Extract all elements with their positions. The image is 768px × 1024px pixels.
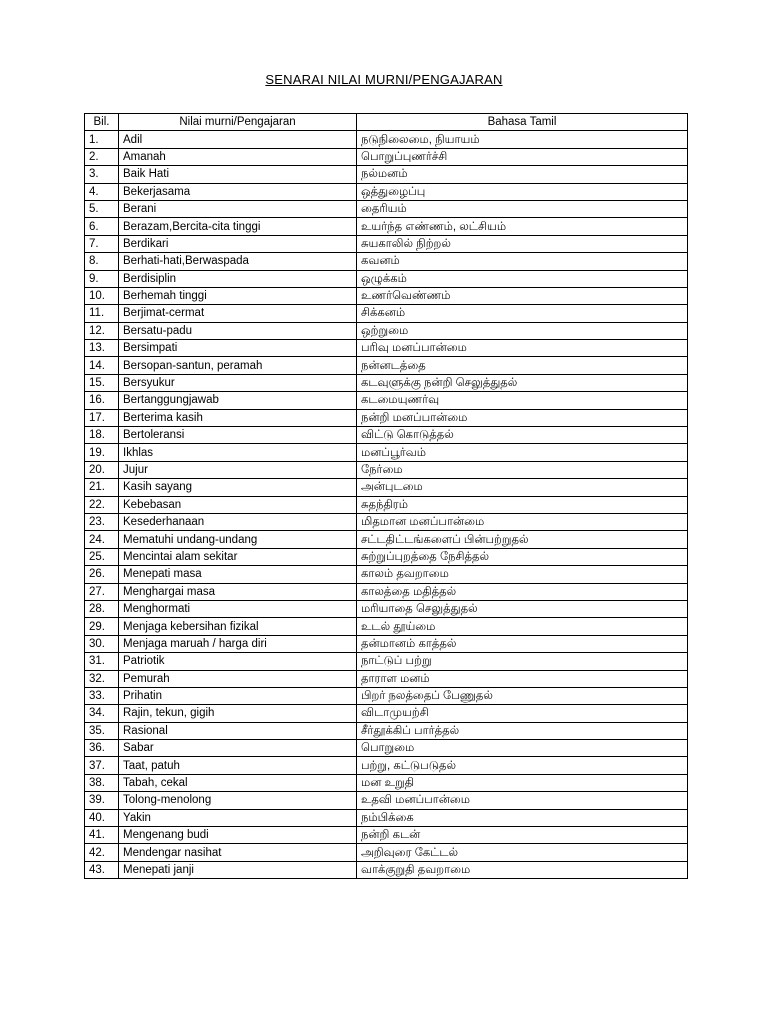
row-malay-value: Mencintai alam sekitar [119,548,357,565]
table-row [85,618,688,635]
table-row [85,740,688,757]
row-tamil-translation: நன்றி கடன் [357,827,688,844]
table-row [85,218,688,235]
row-tamil-translation: காலத்தை மதித்தல் [357,583,688,600]
row-tamil-translation: வாக்குறுதி தவறாமை [357,861,688,878]
row-tamil-translation: மனப்பூர்வம் [357,444,688,461]
row-malay-value: Adil [119,131,357,148]
row-number: 5. [85,200,119,217]
table-row [85,531,688,548]
header-tamil: Bahasa Tamil [357,114,688,131]
table-row [85,392,688,409]
row-tamil-translation: நன்னடத்தை [357,357,688,374]
row-tamil-translation: உடல் தூய்மை [357,618,688,635]
table-row [85,844,688,861]
row-tamil-translation: காலம் தவறாமை [357,566,688,583]
row-tamil-translation: கவனம் [357,253,688,270]
row-tamil-translation: மிதமான மனப்பான்மை [357,513,688,530]
row-malay-value: Berjimat-cermat [119,305,357,322]
table-row [85,427,688,444]
row-malay-value: Berhati-hati,Berwaspada [119,253,357,270]
row-malay-value: Bersyukur [119,374,357,391]
row-malay-value: Ikhlas [119,444,357,461]
row-tamil-translation: மன உறுதி [357,774,688,791]
row-malay-value: Menjaga maruah / harga diri [119,635,357,652]
row-number: 21. [85,479,119,496]
row-malay-value: Bersopan-santun, peramah [119,357,357,374]
row-number: 23. [85,513,119,530]
header-number: Bil. [85,114,119,131]
row-malay-value: Mengenang budi [119,827,357,844]
table-row [85,374,688,391]
row-malay-value: Bertoleransi [119,427,357,444]
row-tamil-translation: சுயகாலில் நிற்றல் [357,235,688,252]
table-row [85,253,688,270]
row-tamil-translation: தன்மானம் காத்தல் [357,635,688,652]
values-table [84,113,688,879]
row-tamil-translation: நடுநிலைமை, நியாயம் [357,131,688,148]
row-tamil-translation: கடமையுணர்வு [357,392,688,409]
row-number: 15. [85,374,119,391]
table-row [85,322,688,339]
row-number: 40. [85,809,119,826]
table-row [85,792,688,809]
row-malay-value: Rajin, tekun, gigih [119,705,357,722]
table-row [85,861,688,878]
row-tamil-translation: உயர்ந்த எண்ணம், லட்சியம் [357,218,688,235]
table-row [85,305,688,322]
row-number: 17. [85,409,119,426]
table-row [85,809,688,826]
table-row [85,340,688,357]
row-malay-value: Tolong-menolong [119,792,357,809]
row-malay-value: Berdikari [119,235,357,252]
row-tamil-translation: அன்புடமை [357,479,688,496]
row-malay-value: Bertanggungjawab [119,392,357,409]
row-malay-value: Menghormati [119,600,357,617]
table-row [85,409,688,426]
row-malay-value: Berhemah tinggi [119,287,357,304]
row-tamil-translation: பிறர் நலத்தைப் பேணுதல் [357,687,688,704]
row-malay-value: Mendengar nasihat [119,844,357,861]
table-row [85,583,688,600]
row-malay-value: Menepati janji [119,861,357,878]
row-tamil-translation: உணர்வெண்ணம் [357,287,688,304]
table-row [85,827,688,844]
row-malay-value: Amanah [119,148,357,165]
row-malay-value: Tabah, cekal [119,774,357,791]
row-malay-value: Menjaga kebersihan fizikal [119,618,357,635]
row-tamil-translation: சட்டதிட்டங்களைப் பின்பற்றுதல் [357,531,688,548]
row-tamil-translation: ஒற்றுமை [357,322,688,339]
row-malay-value: Taat, patuh [119,757,357,774]
row-malay-value: Kebebasan [119,496,357,513]
row-number: 13. [85,340,119,357]
row-number: 38. [85,774,119,791]
row-malay-value: Yakin [119,809,357,826]
row-number: 19. [85,444,119,461]
row-malay-value: Pemurah [119,670,357,687]
row-number: 27. [85,583,119,600]
row-tamil-translation: சீர்தூக்கிப் பார்த்தல் [357,722,688,739]
row-malay-value: Bersimpati [119,340,357,357]
row-tamil-translation: நேர்மை [357,461,688,478]
row-tamil-translation: பற்று, கட்டுபடுதல் [357,757,688,774]
row-tamil-translation: விடாமுயற்சி [357,705,688,722]
table-row [85,566,688,583]
row-number: 16. [85,392,119,409]
row-tamil-translation: சுதந்திரம் [357,496,688,513]
table-row [85,444,688,461]
table-row [85,635,688,652]
row-malay-value: Berdisiplin [119,270,357,287]
row-number: 1. [85,131,119,148]
table-header-row [85,114,688,131]
row-number: 11. [85,305,119,322]
table-row [85,757,688,774]
row-tamil-translation: சுற்றுப்புறத்தை நேசித்தல் [357,548,688,565]
row-malay-value: Mematuhi undang-undang [119,531,357,548]
row-number: 22. [85,496,119,513]
table-row [85,270,688,287]
row-tamil-translation: ஒழுக்கம் [357,270,688,287]
row-number: 32. [85,670,119,687]
row-malay-value: Menghargai masa [119,583,357,600]
row-number: 20. [85,461,119,478]
row-tamil-translation: அறிவுரை கேட்டல் [357,844,688,861]
row-tamil-translation: நாட்டுப் பற்று [357,653,688,670]
row-number: 25. [85,548,119,565]
row-tamil-translation: தைரியம் [357,200,688,217]
document-title: SENARAI NILAI MURNI/PENGAJARAN [265,72,503,87]
row-number: 37. [85,757,119,774]
row-tamil-translation: நம்பிக்கை [357,809,688,826]
table-row [85,722,688,739]
table-row [85,653,688,670]
row-tamil-translation: பொறுப்புணர்ச்சி [357,148,688,165]
row-number: 9. [85,270,119,287]
table-row [85,131,688,148]
row-tamil-translation: நல்மனம் [357,166,688,183]
row-tamil-translation: பொறுமை [357,740,688,757]
row-number: 29. [85,618,119,635]
row-number: 41. [85,827,119,844]
table-row [85,513,688,530]
row-malay-value: Kesederhanaan [119,513,357,530]
row-malay-value: Berazam,Bercita-cita tinggi [119,218,357,235]
table-row [85,287,688,304]
row-malay-value: Bekerjasama [119,183,357,200]
row-number: 30. [85,635,119,652]
table-row [85,166,688,183]
row-malay-value: Prihatin [119,687,357,704]
row-malay-value: Menepati masa [119,566,357,583]
table-row [85,357,688,374]
row-number: 43. [85,861,119,878]
row-number: 2. [85,148,119,165]
row-tamil-translation: விட்டு கொடுத்தல் [357,427,688,444]
row-tamil-translation: உதவி மனப்பான்மை [357,792,688,809]
row-number: 14. [85,357,119,374]
row-malay-value: Berani [119,200,357,217]
row-number: 36. [85,740,119,757]
row-malay-value: Bersatu-padu [119,322,357,339]
table-row [85,774,688,791]
table-row [85,183,688,200]
row-number: 34. [85,705,119,722]
row-malay-value: Baik Hati [119,166,357,183]
row-malay-value: Jujur [119,461,357,478]
table-row [85,705,688,722]
row-number: 24. [85,531,119,548]
row-number: 10. [85,287,119,304]
row-number: 28. [85,600,119,617]
row-number: 42. [85,844,119,861]
table-row [85,496,688,513]
row-malay-value: Patriotik [119,653,357,670]
row-malay-value: Kasih sayang [119,479,357,496]
table-row [85,148,688,165]
row-tamil-translation: சிக்கனம் [357,305,688,322]
table-body [85,131,688,879]
table-row [85,600,688,617]
row-malay-value: Berterima kasih [119,409,357,426]
row-malay-value: Sabar [119,740,357,757]
table-row [85,670,688,687]
table-row [85,235,688,252]
row-number: 35. [85,722,119,739]
row-number: 39. [85,792,119,809]
row-number: 3. [85,166,119,183]
table-row [85,479,688,496]
row-number: 18. [85,427,119,444]
header-malay-value: Nilai murni/Pengajaran [119,114,357,131]
row-tamil-translation: பரிவு மனப்பான்மை [357,340,688,357]
row-number: 26. [85,566,119,583]
row-number: 6. [85,218,119,235]
row-number: 33. [85,687,119,704]
row-number: 7. [85,235,119,252]
row-tamil-translation: கடவுளுக்கு நன்றி செலுத்துதல் [357,374,688,391]
table-row [85,461,688,478]
row-number: 8. [85,253,119,270]
table-row [85,200,688,217]
row-tamil-translation: தாராள மனம் [357,670,688,687]
row-number: 31. [85,653,119,670]
row-tamil-translation: மரியாதை செலுத்துதல் [357,600,688,617]
table-row [85,687,688,704]
row-number: 4. [85,183,119,200]
table-row [85,548,688,565]
row-tamil-translation: நன்றி மனப்பான்மை [357,409,688,426]
row-malay-value: Rasional [119,722,357,739]
row-tamil-translation: ஒத்துழைப்பு [357,183,688,200]
row-number: 12. [85,322,119,339]
